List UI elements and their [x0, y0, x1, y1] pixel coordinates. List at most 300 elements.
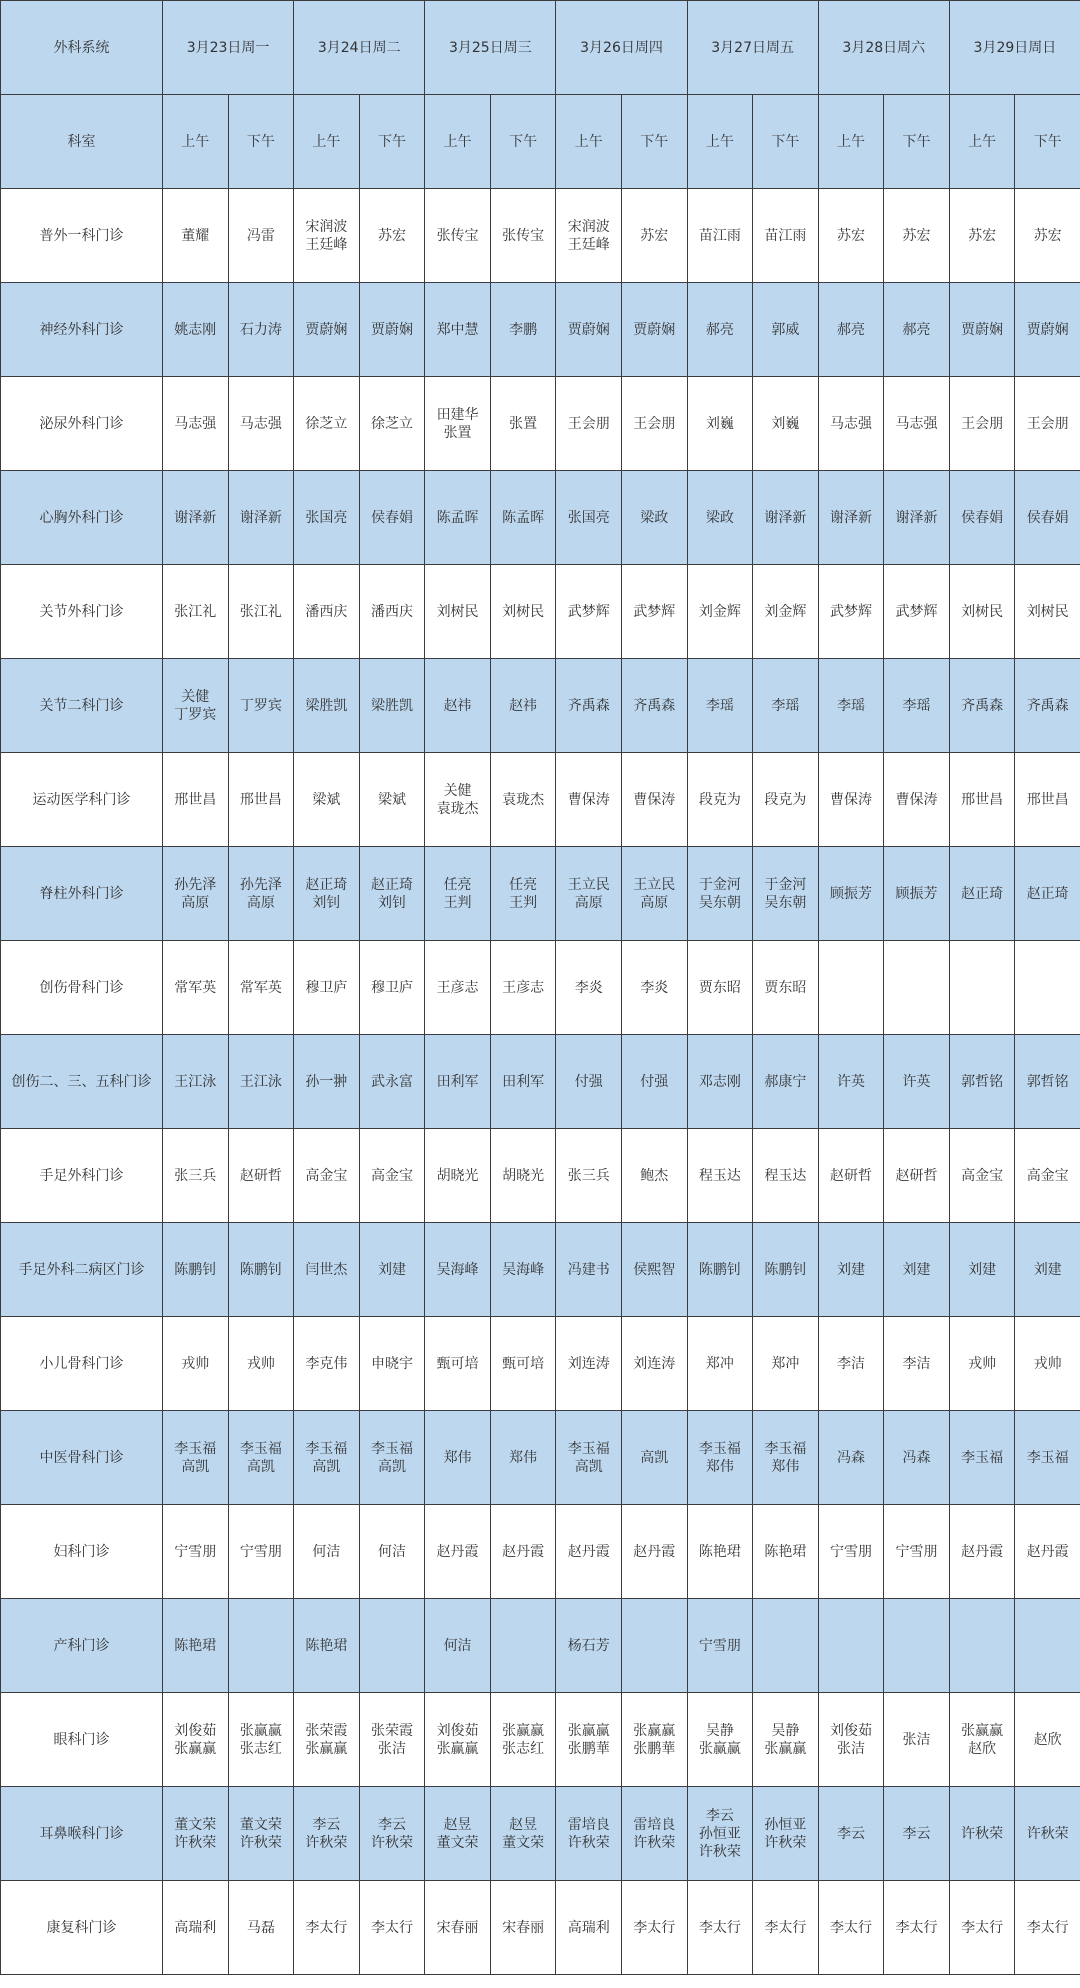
morning-doctor-cell: 田利军 [425, 1035, 491, 1129]
afternoon-doctor-cell: 宁雪朋 [884, 1505, 950, 1599]
afternoon-doctor-cell: 武永富 [359, 1035, 425, 1129]
date-header: 3月25日周三 [425, 1, 556, 95]
afternoon-doctor-cell: 刘建 [1015, 1223, 1080, 1317]
afternoon-doctor-cell: 李洁 [884, 1317, 950, 1411]
morning-doctor-cell: 刘俊茹 张赢赢 [163, 1693, 229, 1787]
afternoon-doctor-cell: 苏宏 [1015, 189, 1080, 283]
morning-doctor-cell: 杨石芳 [556, 1599, 622, 1693]
afternoon-doctor-cell: 曹保涛 [621, 753, 687, 847]
morning-doctor-cell: 苏宏 [818, 189, 884, 283]
morning-doctor-cell: 陈鹏钊 [163, 1223, 229, 1317]
morning-doctor-cell: 许英 [818, 1035, 884, 1129]
dept-name: 耳鼻喉科门诊 [1, 1787, 163, 1881]
morning-doctor-cell: 王立民 高原 [556, 847, 622, 941]
afternoon-doctor-cell: 任亮 王判 [490, 847, 556, 941]
afternoon-doctor-cell: 马磊 [228, 1881, 294, 1975]
afternoon-doctor-cell [1015, 941, 1080, 1035]
afternoon-doctor-cell: 李玉福 高凯 [359, 1411, 425, 1505]
morning-doctor-cell: 刘俊茹 张赢赢 [425, 1693, 491, 1787]
afternoon-doctor-cell [621, 1599, 687, 1693]
afternoon-doctor-cell: 李太行 [359, 1881, 425, 1975]
morning-doctor-cell: 梁政 [687, 471, 753, 565]
morning-doctor-cell: 何洁 [425, 1599, 491, 1693]
table-row [1, 753, 1080, 847]
afternoon-doctor-cell: 宁雪朋 [228, 1505, 294, 1599]
afternoon-doctor-cell [359, 1599, 425, 1693]
afternoon-doctor-cell: 郑伟 [490, 1411, 556, 1505]
dept-name: 眼科门诊 [1, 1693, 163, 1787]
morning-doctor-cell: 李炎 [556, 941, 622, 1035]
afternoon-doctor-cell: 赵祎 [490, 659, 556, 753]
afternoon-doctor-cell: 石力涛 [228, 283, 294, 377]
morning-doctor-cell: 高金宝 [949, 1129, 1015, 1223]
morning-doctor-cell: 李瑶 [687, 659, 753, 753]
date-header: 3月29日周日 [949, 1, 1080, 95]
afternoon-doctor-cell: 胡晓光 [490, 1129, 556, 1223]
afternoon-doctor-cell: 高金宝 [1015, 1129, 1080, 1223]
morning-doctor-cell: 苗江雨 [687, 189, 753, 283]
morning-doctor-cell: 张荣霞 张赢赢 [294, 1693, 360, 1787]
morning-doctor-cell: 赵正琦 刘钊 [294, 847, 360, 941]
morning-header: 上午 [163, 95, 229, 189]
afternoon-doctor-cell: 李云 许秋荣 [359, 1787, 425, 1881]
afternoon-doctor-cell: 梁斌 [359, 753, 425, 847]
afternoon-doctor-cell: 张江礼 [228, 565, 294, 659]
table-row [1, 1223, 1080, 1317]
morning-doctor-cell: 贾东昭 [687, 941, 753, 1035]
dept-name: 手足外科门诊 [1, 1129, 163, 1223]
afternoon-header: 下午 [359, 95, 425, 189]
morning-doctor-cell: 马志强 [163, 377, 229, 471]
afternoon-header: 下午 [884, 95, 950, 189]
morning-doctor-cell: 刘俊茹 张洁 [818, 1693, 884, 1787]
morning-doctor-cell: 张传宝 [425, 189, 491, 283]
afternoon-doctor-cell: 刘建 [884, 1223, 950, 1317]
morning-doctor-cell: 高瑞利 [556, 1881, 622, 1975]
afternoon-doctor-cell: 袁珑杰 [490, 753, 556, 847]
afternoon-doctor-cell [490, 1599, 556, 1693]
morning-doctor-cell [949, 1599, 1015, 1693]
afternoon-doctor-cell: 郭哲铭 [1015, 1035, 1080, 1129]
morning-doctor-cell: 高金宝 [294, 1129, 360, 1223]
afternoon-doctor-cell: 齐禹森 [621, 659, 687, 753]
morning-doctor-cell [818, 941, 884, 1035]
dept-name: 神经外科门诊 [1, 283, 163, 377]
morning-doctor-cell: 宁雪朋 [163, 1505, 229, 1599]
morning-doctor-cell: 徐芝立 [294, 377, 360, 471]
afternoon-doctor-cell: 谢泽新 [228, 471, 294, 565]
afternoon-header: 下午 [228, 95, 294, 189]
morning-doctor-cell: 武梦辉 [818, 565, 884, 659]
morning-doctor-cell: 常军英 [163, 941, 229, 1035]
morning-doctor-cell: 邢世昌 [163, 753, 229, 847]
morning-doctor-cell: 张国亮 [556, 471, 622, 565]
afternoon-doctor-cell: 齐禹森 [1015, 659, 1080, 753]
afternoon-doctor-cell: 赵正琦 刘钊 [359, 847, 425, 941]
afternoon-doctor-cell: 许英 [884, 1035, 950, 1129]
morning-doctor-cell: 齐禹森 [949, 659, 1015, 753]
date-header: 3月23日周一 [163, 1, 294, 95]
table-row [1, 1317, 1080, 1411]
morning-doctor-cell: 刘树民 [949, 565, 1015, 659]
afternoon-doctor-cell: 许秋荣 [1015, 1787, 1080, 1881]
morning-doctor-cell: 宋春丽 [425, 1881, 491, 1975]
morning-doctor-cell: 贾蔚娴 [294, 283, 360, 377]
afternoon-doctor-cell: 吴海峰 [490, 1223, 556, 1317]
afternoon-doctor-cell: 常军英 [228, 941, 294, 1035]
afternoon-doctor-cell: 王彦志 [490, 941, 556, 1035]
afternoon-doctor-cell: 孙先泽 高原 [228, 847, 294, 941]
afternoon-doctor-cell: 张传宝 [490, 189, 556, 283]
morning-doctor-cell: 武梦辉 [556, 565, 622, 659]
morning-doctor-cell: 李瑶 [818, 659, 884, 753]
afternoon-doctor-cell: 武梦辉 [621, 565, 687, 659]
morning-doctor-cell: 王江泳 [163, 1035, 229, 1129]
morning-doctor-cell: 姚志刚 [163, 283, 229, 377]
morning-doctor-cell: 贾蔚娴 [949, 283, 1015, 377]
afternoon-doctor-cell: 付强 [621, 1035, 687, 1129]
afternoon-doctor-cell: 陈鹏钊 [753, 1223, 819, 1317]
dept-name: 手足外科二病区门诊 [1, 1223, 163, 1317]
afternoon-doctor-cell: 顾振芳 [884, 847, 950, 941]
afternoon-doctor-cell: 李鹏 [490, 283, 556, 377]
afternoon-doctor-cell: 宋春丽 [490, 1881, 556, 1975]
morning-doctor-cell: 田建华 张置 [425, 377, 491, 471]
afternoon-doctor-cell: 戎帅 [1015, 1317, 1080, 1411]
afternoon-doctor-cell: 苗江雨 [753, 189, 819, 283]
morning-doctor-cell: 胡晓光 [425, 1129, 491, 1223]
date-header: 3月24日周二 [294, 1, 425, 95]
morning-doctor-cell: 赵丹霞 [949, 1505, 1015, 1599]
morning-doctor-cell: 苏宏 [949, 189, 1015, 283]
morning-doctor-cell: 赵丹霞 [425, 1505, 491, 1599]
table-row [1, 1881, 1080, 1975]
afternoon-doctor-cell: 刘巍 [753, 377, 819, 471]
morning-doctor-cell: 齐禹森 [556, 659, 622, 753]
morning-doctor-cell: 雷培良 许秋荣 [556, 1787, 622, 1881]
morning-doctor-cell: 段克为 [687, 753, 753, 847]
dept-name: 泌尿外科门诊 [1, 377, 163, 471]
morning-doctor-cell: 陈孟晖 [425, 471, 491, 565]
morning-doctor-cell: 冯建书 [556, 1223, 622, 1317]
afternoon-doctor-cell: 徐芝立 [359, 377, 425, 471]
afternoon-doctor-cell: 李太行 [753, 1881, 819, 1975]
morning-doctor-cell: 谢泽新 [163, 471, 229, 565]
morning-doctor-cell: 吴静 张赢赢 [687, 1693, 753, 1787]
half-day-header-row [1, 95, 1080, 189]
table-row [1, 659, 1080, 753]
morning-doctor-cell: 王会朋 [949, 377, 1015, 471]
morning-doctor-cell: 任亮 王判 [425, 847, 491, 941]
morning-doctor-cell: 李玉福 高凯 [556, 1411, 622, 1505]
afternoon-doctor-cell [1015, 1599, 1080, 1693]
morning-doctor-cell: 刘巍 [687, 377, 753, 471]
morning-doctor-cell: 刘树民 [425, 565, 491, 659]
morning-doctor-cell: 赵正琦 [949, 847, 1015, 941]
afternoon-header: 下午 [621, 95, 687, 189]
afternoon-doctor-cell: 贾东昭 [753, 941, 819, 1035]
morning-doctor-cell: 于金河 吴东朝 [687, 847, 753, 941]
dept-name: 创伤二、三、五科门诊 [1, 1035, 163, 1129]
morning-doctor-cell: 张赢赢 赵欣 [949, 1693, 1015, 1787]
morning-doctor-cell: 刘连涛 [556, 1317, 622, 1411]
afternoon-doctor-cell: 田利军 [490, 1035, 556, 1129]
morning-doctor-cell: 赵昱 董文荣 [425, 1787, 491, 1881]
table-row [1, 941, 1080, 1035]
afternoon-doctor-cell: 郝康宁 [753, 1035, 819, 1129]
afternoon-doctor-cell: 李太行 [621, 1881, 687, 1975]
morning-doctor-cell: 梁胜凯 [294, 659, 360, 753]
dept-name: 产科门诊 [1, 1599, 163, 1693]
afternoon-doctor-cell: 李玉福 高凯 [228, 1411, 294, 1505]
afternoon-doctor-cell: 丁罗宾 [228, 659, 294, 753]
afternoon-doctor-cell: 冯森 [884, 1411, 950, 1505]
morning-doctor-cell: 孙先泽 高原 [163, 847, 229, 941]
afternoon-doctor-cell: 何洁 [359, 1505, 425, 1599]
afternoon-doctor-cell: 冯雷 [228, 189, 294, 283]
afternoon-doctor-cell: 李玉福 [1015, 1411, 1080, 1505]
afternoon-doctor-cell: 曹保涛 [884, 753, 950, 847]
morning-doctor-cell: 宁雪朋 [818, 1505, 884, 1599]
morning-doctor-cell: 李玉福 郑伟 [687, 1411, 753, 1505]
morning-doctor-cell: 张赢赢 张鹏華 [556, 1693, 622, 1787]
morning-doctor-cell: 李云 孙恒亚 许秋荣 [687, 1787, 753, 1881]
morning-doctor-cell: 付强 [556, 1035, 622, 1129]
afternoon-doctor-cell: 苏宏 [621, 189, 687, 283]
morning-doctor-cell: 赵祎 [425, 659, 491, 753]
afternoon-doctor-cell: 张置 [490, 377, 556, 471]
afternoon-doctor-cell: 张洁 [884, 1693, 950, 1787]
afternoon-doctor-cell: 郭威 [753, 283, 819, 377]
morning-doctor-cell: 李云 许秋荣 [294, 1787, 360, 1881]
morning-doctor-cell: 李太行 [294, 1881, 360, 1975]
afternoon-doctor-cell: 李太行 [1015, 1881, 1080, 1975]
afternoon-doctor-cell: 刘树民 [1015, 565, 1080, 659]
afternoon-doctor-cell: 梁政 [621, 471, 687, 565]
date-header-row [1, 1, 1080, 95]
morning-doctor-cell: 李洁 [818, 1317, 884, 1411]
afternoon-doctor-cell: 赵正琦 [1015, 847, 1080, 941]
table-row [1, 1505, 1080, 1599]
morning-doctor-cell: 郝亮 [687, 283, 753, 377]
dept-name: 关节外科门诊 [1, 565, 163, 659]
afternoon-doctor-cell: 郝亮 [884, 283, 950, 377]
morning-doctor-cell: 邓志刚 [687, 1035, 753, 1129]
afternoon-doctor-cell: 刘金辉 [753, 565, 819, 659]
afternoon-doctor-cell: 高凯 [621, 1411, 687, 1505]
afternoon-header: 下午 [1015, 95, 1080, 189]
morning-doctor-cell: 程玉达 [687, 1129, 753, 1223]
afternoon-doctor-cell: 赵研哲 [228, 1129, 294, 1223]
morning-doctor-cell: 宋润波 王廷峰 [556, 189, 622, 283]
afternoon-doctor-cell: 谢泽新 [884, 471, 950, 565]
afternoon-doctor-cell: 张荣霞 张洁 [359, 1693, 425, 1787]
dept-name: 创伤骨科门诊 [1, 941, 163, 1035]
morning-doctor-cell: 赵丹霞 [556, 1505, 622, 1599]
morning-doctor-cell: 侯春娟 [949, 471, 1015, 565]
table-row [1, 1411, 1080, 1505]
afternoon-doctor-cell: 赵欣 [1015, 1693, 1080, 1787]
morning-doctor-cell: 李玉福 [949, 1411, 1015, 1505]
morning-doctor-cell: 戎帅 [163, 1317, 229, 1411]
afternoon-doctor-cell: 王江泳 [228, 1035, 294, 1129]
afternoon-doctor-cell: 侯熙智 [621, 1223, 687, 1317]
morning-doctor-cell: 王彦志 [425, 941, 491, 1035]
morning-doctor-cell: 穆卫庐 [294, 941, 360, 1035]
afternoon-doctor-cell: 李瑶 [753, 659, 819, 753]
dept-name: 康复科门诊 [1, 1881, 163, 1975]
afternoon-doctor-cell: 王会朋 [621, 377, 687, 471]
morning-doctor-cell: 陈艳珺 [687, 1505, 753, 1599]
table-row [1, 471, 1080, 565]
table-row [1, 189, 1080, 283]
morning-doctor-cell: 冯森 [818, 1411, 884, 1505]
afternoon-doctor-cell: 梁胜凯 [359, 659, 425, 753]
afternoon-doctor-cell: 王立民 高原 [621, 847, 687, 941]
table-row [1, 1787, 1080, 1881]
afternoon-doctor-cell: 邢世昌 [228, 753, 294, 847]
morning-doctor-cell [949, 941, 1015, 1035]
morning-doctor-cell: 张三兵 [163, 1129, 229, 1223]
afternoon-doctor-cell: 贾蔚娴 [359, 283, 425, 377]
date-header: 3月28日周六 [818, 1, 949, 95]
afternoon-doctor-cell: 孙恒亚 许秋荣 [753, 1787, 819, 1881]
morning-doctor-cell: 戎帅 [949, 1317, 1015, 1411]
afternoon-doctor-cell: 武梦辉 [884, 565, 950, 659]
afternoon-doctor-cell: 李炎 [621, 941, 687, 1035]
afternoon-header: 下午 [753, 95, 819, 189]
table-row [1, 283, 1080, 377]
morning-doctor-cell: 王会朋 [556, 377, 622, 471]
morning-doctor-cell: 关健 丁罗宾 [163, 659, 229, 753]
schedule-body [1, 1, 1080, 1975]
morning-doctor-cell: 郑中慧 [425, 283, 491, 377]
morning-doctor-cell: 郭哲铭 [949, 1035, 1015, 1129]
morning-doctor-cell: 李克伟 [294, 1317, 360, 1411]
morning-doctor-cell: 曹保涛 [556, 753, 622, 847]
morning-header: 上午 [425, 95, 491, 189]
afternoon-doctor-cell: 王会朋 [1015, 377, 1080, 471]
table-row [1, 1599, 1080, 1693]
morning-doctor-cell: 刘建 [949, 1223, 1015, 1317]
dept-name: 小儿骨科门诊 [1, 1317, 163, 1411]
dept-name: 心胸外科门诊 [1, 471, 163, 565]
afternoon-doctor-cell: 侯春娟 [1015, 471, 1080, 565]
afternoon-doctor-cell: 张赢赢 张志红 [228, 1693, 294, 1787]
afternoon-doctor-cell: 刘连涛 [621, 1317, 687, 1411]
morning-doctor-cell: 关健 袁珑杰 [425, 753, 491, 847]
afternoon-doctor-cell [753, 1599, 819, 1693]
afternoon-doctor-cell: 于金河 吴东朝 [753, 847, 819, 941]
afternoon-doctor-cell: 高金宝 [359, 1129, 425, 1223]
afternoon-doctor-cell: 陈鹏钊 [228, 1223, 294, 1317]
dept-name: 运动医学科门诊 [1, 753, 163, 847]
afternoon-doctor-cell: 甄可培 [490, 1317, 556, 1411]
afternoon-header: 下午 [490, 95, 556, 189]
morning-doctor-cell [818, 1599, 884, 1693]
morning-doctor-cell: 李太行 [818, 1881, 884, 1975]
morning-doctor-cell: 陈鹏钊 [687, 1223, 753, 1317]
afternoon-doctor-cell: 赵丹霞 [490, 1505, 556, 1599]
morning-doctor-cell: 许秋荣 [949, 1787, 1015, 1881]
afternoon-doctor-cell: 鲍杰 [621, 1129, 687, 1223]
date-header: 3月27日周五 [687, 1, 818, 95]
afternoon-doctor-cell: 马志强 [884, 377, 950, 471]
morning-doctor-cell: 郝亮 [818, 283, 884, 377]
morning-doctor-cell: 潘西庆 [294, 565, 360, 659]
table-row [1, 1129, 1080, 1223]
morning-header: 上午 [556, 95, 622, 189]
afternoon-doctor-cell: 刘树民 [490, 565, 556, 659]
afternoon-doctor-cell: 赵丹霞 [1015, 1505, 1080, 1599]
morning-doctor-cell: 甄可培 [425, 1317, 491, 1411]
morning-doctor-cell: 郑伟 [425, 1411, 491, 1505]
morning-doctor-cell: 刘建 [818, 1223, 884, 1317]
afternoon-doctor-cell: 董文荣 许秋荣 [228, 1787, 294, 1881]
afternoon-doctor-cell: 潘西庆 [359, 565, 425, 659]
afternoon-doctor-cell: 谢泽新 [753, 471, 819, 565]
afternoon-doctor-cell: 贾蔚娴 [621, 283, 687, 377]
morning-doctor-cell: 马志强 [818, 377, 884, 471]
morning-doctor-cell: 李云 [818, 1787, 884, 1881]
afternoon-doctor-cell: 马志强 [228, 377, 294, 471]
afternoon-doctor-cell: 李太行 [884, 1881, 950, 1975]
morning-doctor-cell: 贾蔚娴 [556, 283, 622, 377]
afternoon-doctor-cell: 申晓宇 [359, 1317, 425, 1411]
morning-doctor-cell: 李玉福 高凯 [294, 1411, 360, 1505]
morning-header: 上午 [949, 95, 1015, 189]
afternoon-doctor-cell: 侯春娟 [359, 471, 425, 565]
date-header: 3月26日周四 [556, 1, 687, 95]
dept-name: 关节二科门诊 [1, 659, 163, 753]
afternoon-doctor-cell: 李玉福 郑伟 [753, 1411, 819, 1505]
morning-doctor-cell: 陈艳珺 [163, 1599, 229, 1693]
table-row [1, 377, 1080, 471]
morning-doctor-cell: 闫世杰 [294, 1223, 360, 1317]
dept-name: 普外一科门诊 [1, 189, 163, 283]
morning-header: 上午 [687, 95, 753, 189]
morning-doctor-cell: 高瑞利 [163, 1881, 229, 1975]
morning-header: 上午 [818, 95, 884, 189]
table-row [1, 565, 1080, 659]
morning-doctor-cell: 何洁 [294, 1505, 360, 1599]
morning-doctor-cell: 邢世昌 [949, 753, 1015, 847]
afternoon-doctor-cell: 陈孟晖 [490, 471, 556, 565]
afternoon-doctor-cell: 张赢赢 张志红 [490, 1693, 556, 1787]
afternoon-doctor-cell: 张赢赢 张鹏華 [621, 1693, 687, 1787]
morning-header: 上午 [294, 95, 360, 189]
afternoon-doctor-cell: 贾蔚娴 [1015, 283, 1080, 377]
afternoon-doctor-cell: 苏宏 [884, 189, 950, 283]
afternoon-doctor-cell [228, 1599, 294, 1693]
morning-doctor-cell: 陈艳珺 [294, 1599, 360, 1693]
afternoon-doctor-cell: 刘建 [359, 1223, 425, 1317]
afternoon-doctor-cell: 苏宏 [359, 189, 425, 283]
table-row [1, 1693, 1080, 1787]
morning-doctor-cell: 吴海峰 [425, 1223, 491, 1317]
afternoon-doctor-cell: 郑冲 [753, 1317, 819, 1411]
morning-doctor-cell: 顾振芳 [818, 847, 884, 941]
morning-doctor-cell: 李玉福 高凯 [163, 1411, 229, 1505]
afternoon-doctor-cell: 邢世昌 [1015, 753, 1080, 847]
afternoon-doctor-cell: 李瑶 [884, 659, 950, 753]
afternoon-doctor-cell [884, 1599, 950, 1693]
afternoon-doctor-cell: 李云 [884, 1787, 950, 1881]
afternoon-doctor-cell: 穆卫庐 [359, 941, 425, 1035]
morning-doctor-cell: 梁斌 [294, 753, 360, 847]
afternoon-doctor-cell: 戎帅 [228, 1317, 294, 1411]
afternoon-doctor-cell: 陈艳珺 [753, 1505, 819, 1599]
